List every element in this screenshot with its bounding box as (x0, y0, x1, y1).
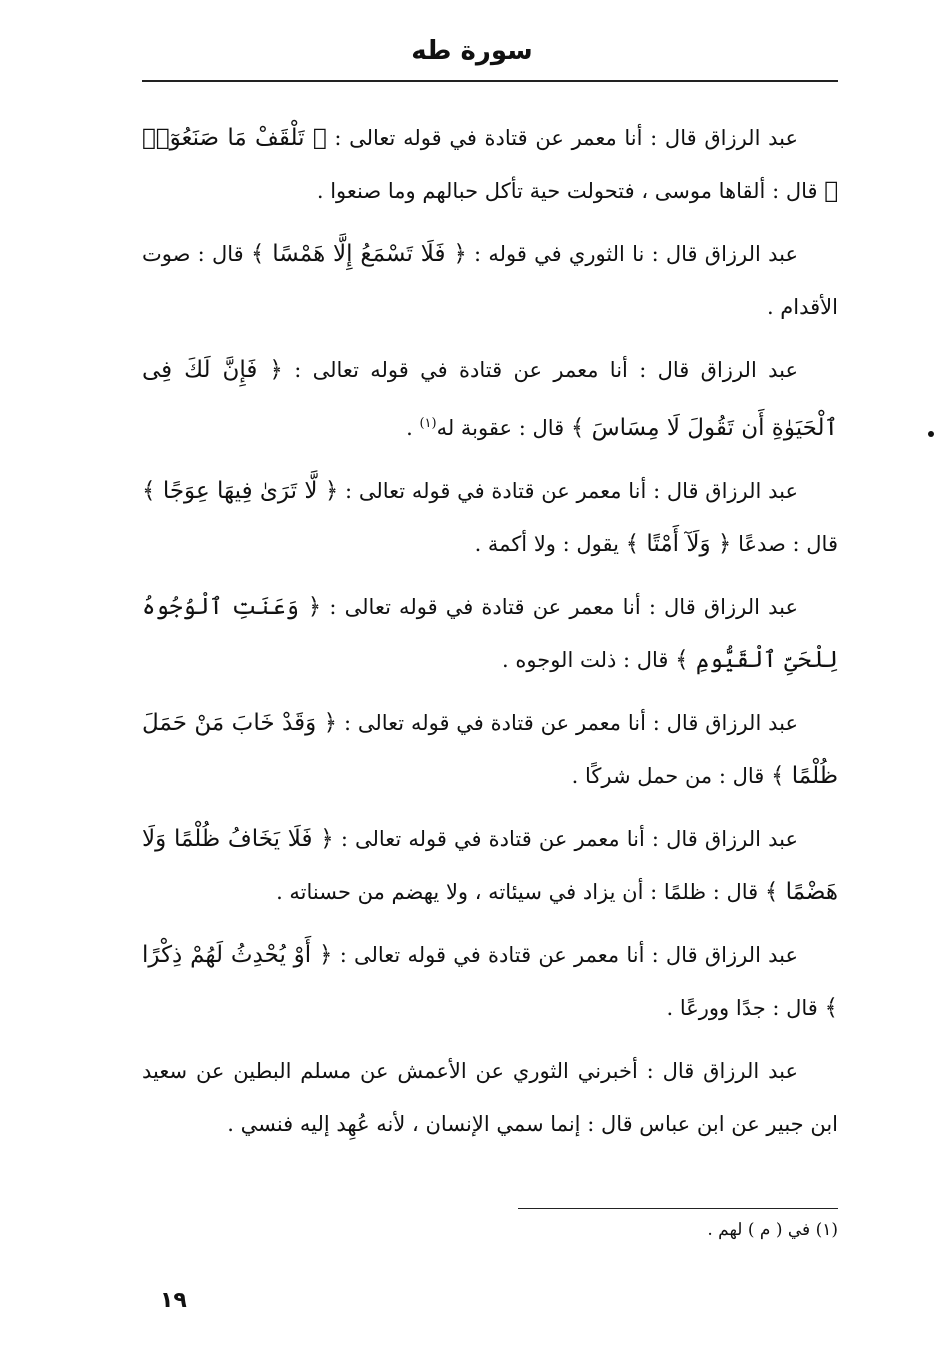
quran-quote: ﴿ وَقَدْ خَابَ مَنْ حَمَلَ ظُلْمًا ﴾ (142, 710, 838, 789)
narration-text: قال : عقوبة له (436, 416, 571, 440)
narration-text: عبد الرزاق قال : أنا معمر عن قتادة في قوله تعالى : (338, 479, 798, 503)
quran-quote: ﴿ وَعَنَتِ ٱلْوُجُوهُ لِلْحَىِّ ٱلْقَيُّومِ ﴾ (142, 594, 838, 673)
narration-paragraph (142, 929, 838, 1035)
header-divider (142, 80, 838, 82)
narration-text: عبد الرزاق قال : أنا معمر عن قتادة في قوله تعالى : (326, 126, 798, 150)
quran-quote: ﴿ فَلَا يَخَافُ ظُلْمًا وَلَا هَضْمًا ﴾ (142, 826, 838, 905)
narration-paragraph (142, 1045, 838, 1151)
footnote-marker: (١) (419, 416, 437, 431)
narration-text: عبد الرزاق قال : أنا معمر عن قتادة في قوله تعالى : (282, 358, 799, 382)
narration-text: قال : ألقاها موسى ، فتحولت حية تأكل حبالهم وما صنعوا . (316, 179, 825, 203)
narration-text: عبد الرزاق قال : أنا معمر عن قتادة في قوله تعالى : (337, 711, 798, 735)
narration-paragraph (142, 344, 838, 455)
narration-text: قال : جدًا وورعًا . (666, 996, 825, 1020)
narration-paragraph (142, 112, 838, 218)
narration-text: قال : ذلت الوجوه . (502, 648, 676, 672)
quran-quote: ﴿ تَلْقَفْ مَا صَنَعُوٓا۟ ﴾ (142, 125, 838, 204)
narration-text: قال : ظلمًا : أن يزاد في سيئاته ، ولا يهضم من حسناته . (276, 880, 765, 904)
narration-text: عبد الرزاق قال : أنا معمر عن قتادة في قوله تعالى : (321, 595, 798, 619)
quran-quote: ﴿ لَّا تَرَىٰ فِيهَا عِوَجًا ﴾ (142, 478, 339, 504)
narration-text: عبد الرزاق قال : أنا معمر عن قتادة في قوله تعالى : (333, 827, 798, 851)
footnote-divider (518, 1208, 838, 1209)
narration-text: قال : صدعًا (731, 532, 838, 556)
narration-text: . (406, 416, 420, 440)
page-number: ١٩ (160, 1288, 187, 1313)
margin-dot (928, 431, 934, 437)
quran-quote: ﴿ فَإِنَّ لَكَ فِى ٱلْحَيَوٰةِ أَن تَقُولَ لَا مِسَاسَ ﴾ (142, 357, 838, 441)
page-header-title: سورة طه (411, 36, 533, 66)
narration-paragraph (142, 228, 838, 334)
narration-text: يقول : ولا أكمة . (474, 532, 626, 556)
narration-text: قال : صوت الأقدام . (142, 242, 838, 319)
narration-text: عبد الرزاق قال : أنا معمر عن قتادة في قوله تعالى : (332, 943, 798, 967)
narration-text: عبد الرزاق قال : نا الثوري في قوله : (466, 242, 798, 266)
quran-quote: ﴿ أَوْ يُحْدِثُ لَهُمْ ذِكْرًا ﴾ (142, 942, 838, 1021)
page-body (142, 112, 838, 1161)
quran-quote: ﴿ فَلَا تَسْمَعُ إِلَّا هَمْسًا ﴾ (250, 241, 467, 267)
footnote: (١) في ( م ) لهم . (707, 1220, 838, 1240)
narration-paragraph (142, 697, 838, 803)
narration-text: قال : من حمل شركًا . (571, 764, 771, 788)
quran-quote: ﴿ وَلَآ أَمْتًا ﴾ (625, 531, 732, 557)
narration-paragraph (142, 581, 838, 687)
narration-text: عبد الرزاق قال : أخبرني الثوري عن الأعمش عن مسلم البطين عن سعيد ابن جبير عن ابن عباس قال : إنما سمي الإنسان ، لأنه عُهِد إليه فنسي . (142, 1059, 838, 1136)
narration-paragraph (142, 465, 838, 571)
narration-paragraph (142, 813, 838, 919)
